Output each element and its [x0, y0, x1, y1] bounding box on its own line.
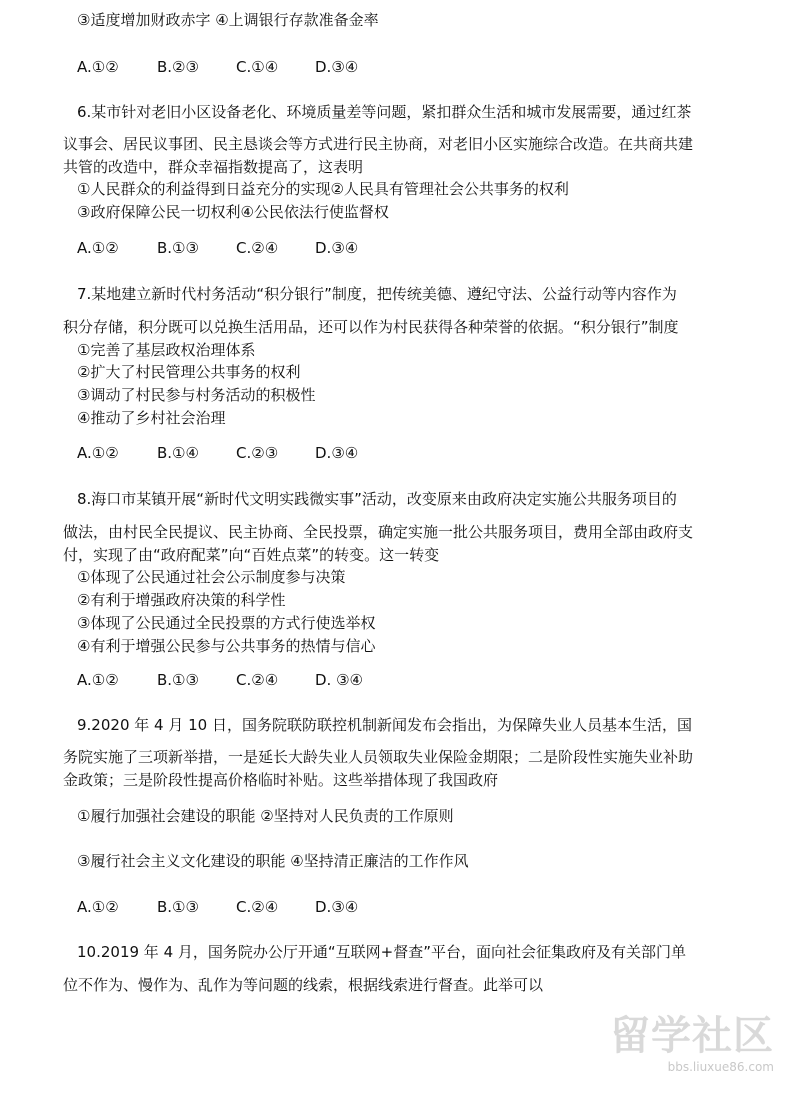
q6-option-a: A.①② [77, 239, 119, 257]
q7-option-c: C.②③ [236, 444, 279, 462]
q8-option-b: B.①③ [157, 671, 199, 689]
q6-stem-line: 6.某市针对老旧小区设备老化、环境质量差等问题，紧扣群众生活和城市发展需要，通过红茶 [77, 103, 692, 121]
q7-option-d: D.③④ [315, 444, 359, 462]
q5-choice-line: ③适度增加财政赤字 ④上调银行存款准备金率 [77, 11, 379, 29]
q8-stem-line: 做法，由村民全民提议、民主协商、全民投票，确定实施一批公共服务项目，费用全部由政府支 [63, 523, 694, 541]
q6-options [77, 238, 358, 258]
q8-option-d: D. ③④ [315, 671, 363, 689]
q7-options [77, 443, 358, 463]
q8-option-c: C.②④ [236, 671, 279, 689]
q9-stem-line: 务院实施了三项新举措，一是延长大龄失业人员领取失业保险金期限；二是阶段性实施失业补助 [63, 748, 694, 766]
q9-options [77, 897, 358, 917]
q8-choice-line: ③体现了公民通过全民投票的方式行使选举权 [77, 614, 376, 632]
q9-option-b: B.①③ [157, 898, 199, 916]
q9-option-c: C.②④ [236, 898, 279, 916]
q8-options [77, 670, 363, 690]
q8-choice-line: ②有利于增强政府决策的科学性 [77, 591, 286, 609]
q5-option-a: A.①② [77, 58, 119, 76]
q5-options [77, 57, 358, 77]
q9-choice-line: ①履行加强社会建设的职能 ②坚持对人民负责的工作原则 [77, 807, 454, 825]
q8-option-a: A.①② [77, 671, 119, 689]
q9-choice-line: ③履行社会主义文化建设的职能 ④坚持清正廉洁的工作作风 [77, 852, 469, 870]
watermark-url: bbs.liuxue86.com [667, 1060, 774, 1074]
q9-option-a: A.①② [77, 898, 119, 916]
q6-option-c: C.②④ [236, 239, 279, 257]
q8-choice-line: ①体现了公民通过社会公示制度参与决策 [77, 568, 346, 586]
q7-choice-line: ③调动了村民参与村务活动的积极性 [77, 386, 316, 404]
q9-stem-line: 9.2020 年 4 月 10 日，国务院联防联控机制新闻发布会指出，为保障失业人员基本生活，国 [77, 716, 692, 734]
q8-choice-line: ④有利于增强公民参与公共事务的热情与信心 [77, 637, 376, 655]
q6-choice-line: ③政府保障公民一切权利④公民依法行使监督权 [77, 203, 389, 221]
q6-stem-line: 共管的改造中，群众幸福指数提高了，这表明 [63, 158, 364, 176]
q8-stem-line: 付，实现了由“政府配菜”向“百姓点菜”的转变。这一转变 [63, 546, 440, 564]
q6-option-d: D.③④ [315, 239, 359, 257]
q9-stem-line: 金政策；三是阶段性提高价格临时补贴。这些举措体现了我国政府 [63, 771, 499, 789]
q9-option-d: D.③④ [315, 898, 359, 916]
q7-choice-line: ②扩大了村民管理公共事务的权利 [77, 363, 301, 381]
q7-stem-line: 积分存储，积分既可以兑换生活用品，还可以作为村民获得各种荣誉的依据。“积分银行”制度 [63, 318, 679, 336]
q7-choice-line: ①完善了基层政权治理体系 [77, 341, 256, 359]
watermark [610, 1014, 774, 1074]
watermark-logo: 留学社区 [610, 1013, 774, 1059]
q7-option-a: A.①② [77, 444, 119, 462]
q6-choice-line: ①人民群众的利益得到日益充分的实现②人民具有管理社会公共事务的权利 [77, 180, 569, 198]
q8-stem-line: 8.海口市某镇开展“新时代文明实践微实事”活动，改变原来由政府决定实施公共服务项目的 [77, 490, 677, 508]
q6-option-b: B.①③ [157, 239, 199, 257]
q5-option-d: D.③④ [315, 58, 359, 76]
q7-stem-line: 7.某地建立新时代村务活动“积分银行”制度，把传统美德、遵纪守法、公益行动等内容作为 [77, 285, 677, 303]
q10-stem-line: 位不作为、慢作为、乱作为等问题的线索，根据线索进行督查。此举可以 [63, 976, 544, 994]
q7-choice-line: ④推动了乡村社会治理 [77, 409, 226, 427]
q5-option-c: C.①④ [236, 58, 279, 76]
q6-stem-line: 议事会、居民议事团、民主恳谈会等方式进行民主协商，对老旧小区实施综合改造。在共商共建 [63, 135, 694, 153]
q10-stem-line: 10.2019 年 4 月，国务院办公厅开通“互联网+督查”平台，面向社会征集政府及有关部门单 [77, 943, 686, 961]
q5-option-b: B.②③ [157, 58, 199, 76]
q7-option-b: B.①④ [157, 444, 199, 462]
